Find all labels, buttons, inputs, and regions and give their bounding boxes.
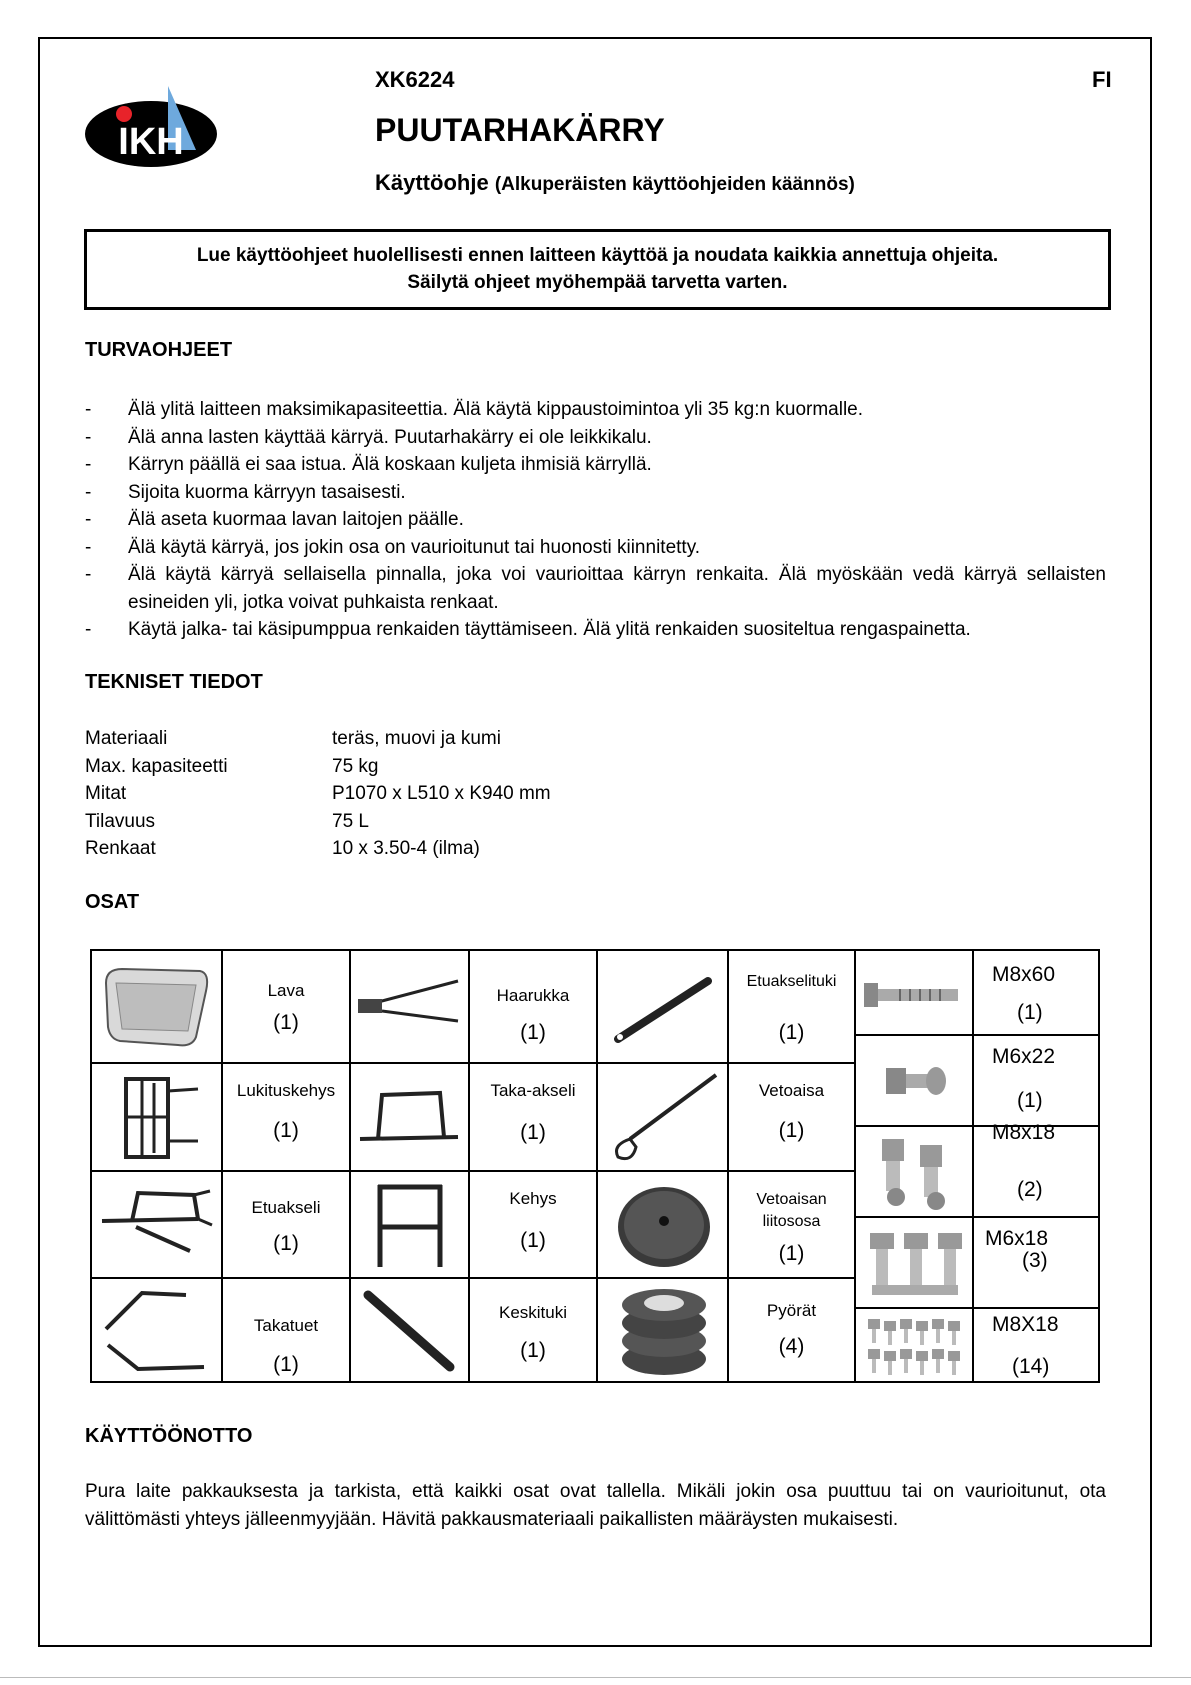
hardware-qty: (1) [1017,1089,1043,1112]
part-qty: (1) [778,1242,805,1265]
bolt-set-icon [862,1223,968,1303]
part-name: Takatuet [253,1316,319,1335]
bolt-pile-icon [862,1313,968,1377]
spec-label: Mitat [85,783,127,804]
spec-row [85,835,551,863]
hardware-name: M6x18 [985,1227,1049,1250]
hardware-qty: (3) [1022,1249,1048,1272]
part-name: Etuakseli [251,1198,321,1217]
list-item [85,396,1106,424]
list-dash: - [85,481,92,503]
section-heading-safety: TURVAOHJEET [85,339,233,361]
rear-axle-icon [354,1081,464,1161]
part-cell [223,951,349,1062]
list-item-text: Älä ylitä laitteen maksimikapasiteettia. Älä käytä kippaustoimintoa yli 35 kg:n kuormalle. [128,399,864,420]
spec-row [85,753,551,781]
subtitle [375,170,855,196]
spec-value: teräs, muovi ja kumi [332,728,501,749]
subtitle-main: Käyttöohje [375,170,489,195]
wheels-icon [614,1281,714,1379]
part-cell [223,1172,349,1277]
part-qty: (1) [273,1011,299,1034]
language-code: FI [1092,67,1112,92]
hardware-qty: (14) [1012,1355,1050,1378]
part-qty: (1) [520,1021,546,1044]
list-dash: - [85,509,92,530]
spec-label: Max. kapasiteetti [85,755,228,777]
part-qty: (1) [273,1232,299,1255]
part-name: Haarukka [496,986,570,1005]
list-item-text: Sijoita kuorma kärryyn tasaisesti. [128,481,406,503]
hardware-name: M8x18 [992,1121,1056,1144]
spec-row [85,725,551,753]
specs-table [85,725,551,863]
table-divider [854,1125,1098,1127]
table-divider [854,1034,1098,1036]
part-name: Kehys [509,1189,557,1208]
front-axle-support-icon [604,971,722,1051]
spec-label: Renkaat [85,838,156,859]
spec-row [85,780,551,808]
subtitle-translation-note: (Alkuperäisten käyttöohjeiden käännös) [494,174,855,195]
table-divider [972,951,974,1381]
list-item-text: Älä käytä kärryä, jos jokin osa on vaurioitunut tai huonosti kiinnitetty. [128,536,701,558]
spec-value: 75 kg [332,755,379,777]
list-dash: - [85,454,92,475]
part-cell [470,1172,596,1277]
part-cell [223,1279,349,1381]
part-name: Vetoaisa [758,1081,825,1100]
fork-icon [354,971,464,1041]
part-name: Taka-akseli [490,1081,576,1100]
section-heading-parts: OSAT [85,891,140,913]
hardware-name: M6x22 [992,1045,1056,1068]
part-cell [729,951,854,1062]
list-item [85,451,1106,479]
list-dash: - [85,399,92,420]
part-cell [729,1064,854,1170]
part-qty: (4) [778,1335,805,1358]
part-name: Keskituki [498,1303,568,1322]
list-item-text: Älä käytä kärryä sellaisella pinnalla, joka voi vaurioittaa kärryn renkaita. Älä myöskään vedä kärryä sellaisten esineiden yli, jotka voivat puhkaista renkaat. [128,564,1106,613]
parts-table [90,949,1100,1383]
part-qty: (1) [778,1021,805,1044]
part-qty: (1) [520,1229,546,1252]
part-qty: (1) [778,1119,805,1142]
part-name: Lukituskehys [236,1081,336,1100]
rear-supports-icon [100,1283,216,1377]
table-divider [596,951,598,1381]
long-bolt-icon [860,969,966,1019]
notice-box [84,229,1111,310]
notice-line-2: Säilytä ohjeet myöhempää tarvetta varten. [407,272,788,293]
ikh-logo [84,84,222,170]
spec-row [85,808,551,836]
tray-icon [100,961,214,1053]
list-item [85,616,1106,644]
part-qty: (1) [273,1119,299,1142]
part-cell [470,1064,596,1170]
list-item-text: Älä anna lasten käyttää kärryä. Puutarhakärry ei ole leikkikalu. [128,426,652,448]
hardware-qty: (1) [1017,1001,1043,1024]
spec-value: P1070 x L510 x K940 mm [332,783,551,804]
spec-value: 10 x 3.50-4 (ilma) [332,838,480,859]
part-cell [729,1172,854,1277]
section-heading-usage: KÄYTTÖÖNOTTO [85,1425,253,1447]
tow-bar-icon [604,1069,722,1167]
locking-frame-icon [112,1071,206,1163]
list-item-text: Käytä jalka- tai käsipumppua renkaiden täyttämiseen. Älä ylitä renkaiden suositeltua rengaspainetta. [128,619,971,640]
table-divider [854,1307,1098,1309]
list-dash: - [85,564,92,585]
list-dash: - [85,536,92,558]
usage-paragraph: Pura laite pakkauksesta ja tarkista, että kaikki osat ovat tallella. Mikäli jokin osa puuttuu tai on vaurioitunut, ota välittömästi yhteys jälleenmyyjään. Hävitä pakkausmateriaali paikallisten määräysten mukaisesti. [85,1481,1106,1530]
bolt-nut-pair-icon [872,1131,962,1211]
spec-label: Tilavuus [85,810,156,832]
list-item-text: Kärryn päällä ei saa istua. Älä koskaan kuljeta ihmisiä kärryllä. [128,454,652,475]
hardware-qty: (2) [1017,1178,1043,1201]
tow-bar-connector-icon [612,1177,716,1273]
part-qty: (1) [520,1121,546,1144]
table-divider [854,1216,1098,1218]
frame-icon [372,1179,448,1271]
bolt-icon [880,1046,950,1116]
list-dash: - [85,426,92,448]
part-name: Etuakselituki [746,973,837,990]
page-title: PUUTARHAKÄRRY [375,112,665,148]
list-item [85,506,1106,534]
table-divider [349,951,351,1381]
part-cell [729,1279,854,1381]
part-name: Vetoaisan liitososa [756,1191,827,1230]
part-name: Lava [267,981,305,1000]
part-cell [223,1064,349,1170]
part-cell [470,951,596,1062]
hardware-name: M8X18 [992,1313,1059,1336]
spec-value: 75 L [332,810,369,832]
list-item [85,424,1106,452]
part-qty: (1) [520,1339,546,1362]
spec-label: Materiaali [85,728,168,749]
part-cell [470,1279,596,1381]
part-name: Pyörät [766,1301,817,1320]
notice-line-1: Lue käyttöohjeet huolellisesti ennen laitteen käyttöä ja noudata kaikkia annettuja ohjeita. [196,245,999,266]
list-item [85,534,1106,562]
list-dash: - [85,619,92,640]
list-item [85,479,1106,507]
hardware-name: M8x60 [992,963,1056,986]
front-axle-icon [98,1181,216,1267]
center-support-icon [358,1285,462,1375]
list-item-text: Älä aseta kuormaa lavan laitojen päälle. [128,509,464,530]
list-item [85,561,1106,616]
logo-text: IKH [118,121,184,163]
table-divider [854,951,856,1381]
part-qty: (1) [273,1353,299,1376]
page-bottom-rule [0,1677,1191,1678]
safety-list [85,396,1106,644]
doc-code: XK6224 [375,67,455,92]
section-heading-specs: TEKNISET TIEDOT [85,671,263,693]
